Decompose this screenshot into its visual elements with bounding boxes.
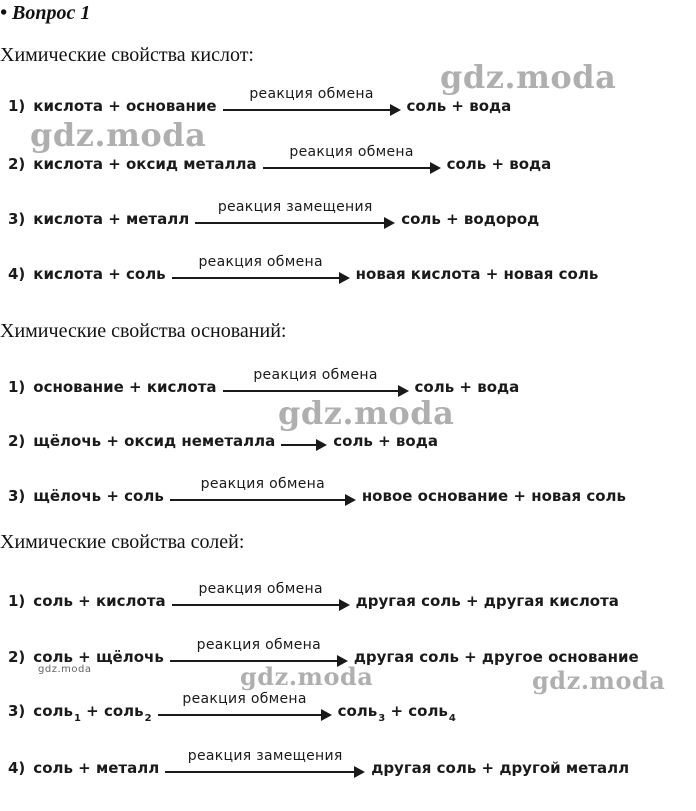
section-heading-bases: Химические свойства оснований: <box>0 320 287 342</box>
equation-reactants: соль + щёлочь <box>33 648 164 666</box>
arrow-label: реакция обмена <box>249 86 374 102</box>
equation-number: 1) <box>8 97 26 115</box>
subscript: 2 <box>144 713 152 724</box>
salt-term: соль <box>103 702 144 720</box>
equation-products: соль + вода <box>333 432 438 450</box>
equation-products: другая соль + другой металл <box>371 759 630 777</box>
reaction-arrow <box>263 144 441 176</box>
arrow-label: реакция обмена <box>200 476 325 492</box>
equation-reactants: основание + кислота <box>33 378 217 396</box>
section-heading-salts: Химические свойства солей: <box>0 531 245 553</box>
arrow-label: реакция обмена <box>198 581 323 597</box>
equation-number: 3) <box>8 210 26 228</box>
equation-reactants: кислота + основание <box>33 97 217 115</box>
watermark: gdz.moda <box>240 662 374 691</box>
equation-products: соль + водород <box>401 210 540 228</box>
reaction-arrow <box>172 254 350 286</box>
equation-products: соль + вода <box>414 378 520 396</box>
equation-reactants: соль + металл <box>33 759 160 777</box>
equation-number: 1) <box>8 378 26 396</box>
equation-number: 2) <box>8 155 26 173</box>
watermark: gdz.moda <box>440 58 617 96</box>
equation-row <box>8 86 512 118</box>
equation-products: новая кислота + новая соль <box>355 265 599 283</box>
reaction-arrow <box>172 581 350 613</box>
plus-sign: + <box>385 702 409 720</box>
salt-term: соль <box>408 702 448 720</box>
equation-row <box>8 254 599 286</box>
equation-products: соль + вода <box>446 155 552 173</box>
equation-number: 4) <box>8 265 26 283</box>
salt-term: соль <box>337 702 378 720</box>
equation-products: другая соль + другая кислота <box>355 592 619 610</box>
equation-reactants: кислота + металл <box>33 210 190 228</box>
equation-number: 3) <box>8 702 26 720</box>
reaction-arrow <box>158 691 332 723</box>
plus-sign: + <box>80 702 104 720</box>
watermark: gdz.moda <box>38 664 92 675</box>
equation-products <box>337 702 456 724</box>
equation-row <box>8 748 630 780</box>
reaction-arrow <box>281 429 327 453</box>
equation-reactants: соль + кислота <box>33 592 166 610</box>
subscript: 4 <box>448 713 456 724</box>
equation-number: 2) <box>8 432 26 450</box>
arrow-label: реакция обмена <box>196 637 321 653</box>
question-title: • Вопрос 1 <box>0 2 91 24</box>
arrow-label: реакция обмена <box>289 144 414 160</box>
equation-reactants: щёлочь + оксид неметалла <box>33 432 276 450</box>
equation-products: новое основание + новая соль <box>361 487 627 505</box>
reaction-arrow <box>223 86 401 118</box>
equation-row <box>8 691 456 724</box>
arrow-label: реакция обмена <box>182 691 307 707</box>
equation-reactants: кислота + соль <box>33 265 166 283</box>
equation-number: 3) <box>8 487 26 505</box>
equation-reactants: кислота + оксид металла <box>33 155 257 173</box>
equation-row <box>8 581 619 613</box>
watermark: gdz.moda <box>532 666 666 695</box>
equation-row <box>8 144 552 176</box>
salt-term: соль <box>33 702 73 720</box>
arrow-label: реакция обмена <box>253 367 378 383</box>
arrow-label: реакция обмена <box>198 254 323 270</box>
equation-reactants: щёлочь + соль <box>33 487 164 505</box>
equation-row <box>8 429 438 453</box>
equation-number: 2) <box>8 648 26 666</box>
equation-number: 1) <box>8 592 26 610</box>
reaction-arrow <box>165 748 365 780</box>
arrow-label: реакция замещения <box>187 748 343 764</box>
reaction-arrow <box>195 199 395 231</box>
equation-reactants <box>33 702 152 724</box>
equation-products: соль + вода <box>406 97 512 115</box>
equation-products: другая соль + другое основание <box>353 648 639 666</box>
watermark: gdz.moda <box>278 394 455 432</box>
subscript: 1 <box>73 713 81 724</box>
equation-number: 4) <box>8 759 26 777</box>
section-heading-acids: Химические свойства кислот: <box>0 44 254 66</box>
subscript: 3 <box>378 713 386 724</box>
arrow-label: реакция замещения <box>217 199 373 215</box>
equation-row <box>8 199 540 231</box>
watermark: gdz.moda <box>30 116 207 154</box>
equation-row <box>8 476 627 508</box>
reaction-arrow <box>170 476 356 508</box>
